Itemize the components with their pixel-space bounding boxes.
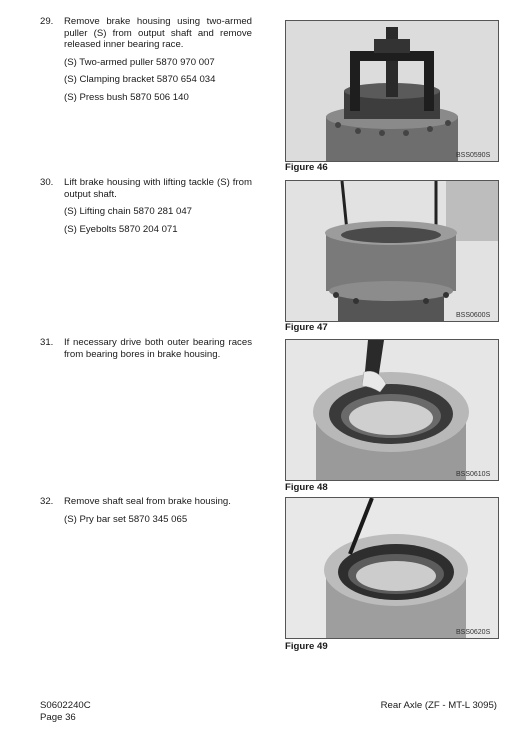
step-31 (40, 337, 252, 360)
step-text: Remove brake housing using two-armed puller (S) from output shaft and remove released inner bearing race. (64, 16, 252, 51)
tool-item: (S) Clamping bracket 5870 654 034 (64, 74, 216, 86)
step-text: If necessary drive both outer bearing races from bearing bores in brake housing. (64, 337, 252, 360)
section-title: Rear Axle (ZF - MT-L 3095) (380, 700, 497, 711)
figure-48-photo (285, 339, 499, 481)
step-30 (40, 177, 252, 235)
step-number: 30. (40, 177, 54, 188)
step-text: Lift brake housing with lifting tackle (S) from output shaft. (64, 177, 252, 200)
figure-code: BSS0590S (456, 152, 491, 159)
figure-49-photo (285, 497, 499, 639)
figure-code: BSS0620S (456, 629, 491, 636)
figure-49-label: Figure 49 (285, 641, 328, 652)
page-number: Page 36 (40, 711, 76, 723)
figure-code: BSS0600S (456, 312, 491, 319)
tool-item: (S) Eyebolts 5870 204 071 (64, 223, 178, 235)
tool-item: (S) Press bush 5870 506 140 (64, 91, 189, 103)
figure-code: BSS0610S (456, 471, 491, 478)
step-text: Remove shaft seal from brake housing. (64, 496, 231, 507)
figure-47-photo (285, 180, 499, 322)
figure-48-label: Figure 48 (285, 482, 328, 493)
tool-item: (S) Two-armed puller 5870 970 007 (64, 56, 215, 68)
figure-47-label: Figure 47 (285, 322, 328, 333)
step-number: 32. (40, 496, 54, 507)
step-number: 31. (40, 337, 54, 348)
step-32 (40, 496, 252, 525)
tool-item: (S) Lifting chain 5870 281 047 (64, 206, 193, 218)
footer-left (40, 700, 91, 723)
doc-code: S0602240C (40, 700, 91, 711)
tool-item: (S) Pry bar set 5870 345 065 (64, 513, 188, 525)
step-29 (40, 16, 252, 104)
figure-46-label: Figure 46 (285, 162, 328, 173)
figure-46-photo (285, 20, 499, 162)
step-number: 29. (40, 16, 54, 27)
